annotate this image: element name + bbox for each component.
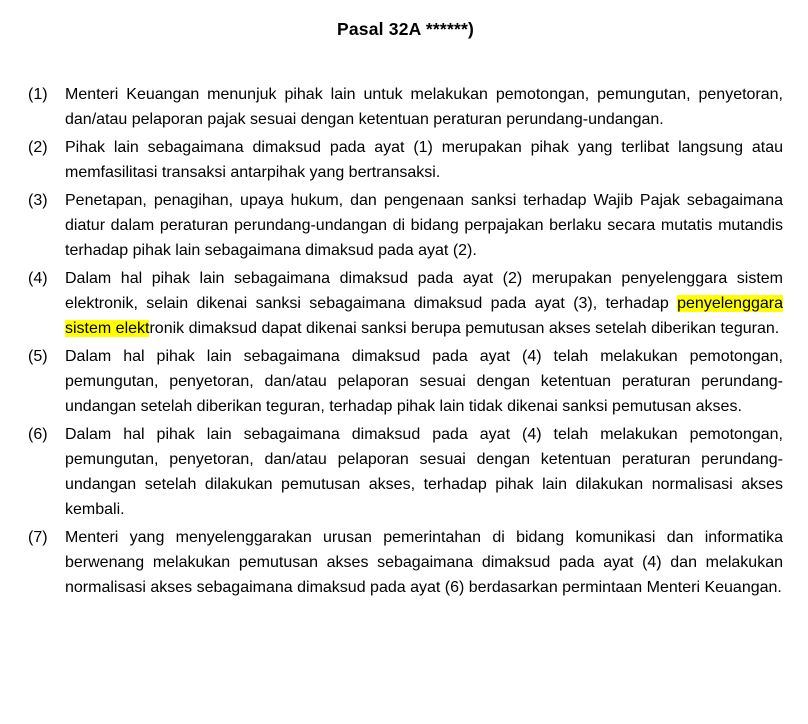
clause-text: Menteri Keuangan menunjuk pihak lain untuk melakukan pemotongan, pemungutan, penyetoran, dan/atau pelaporan pajak sesuai dengan ketentuan peraturan perundang-undangan. — [65, 86, 783, 128]
article-title: Pasal 32A ******) — [337, 19, 474, 39]
clause-item-3 — [28, 188, 783, 263]
clause-list — [28, 82, 783, 600]
clause-text: Pihak lain sebagaimana dimaksud pada ayat (1) merupakan pihak yang terlibat langsung atau memfasilitasi transaksi antarpihak yang bertransaksi. — [65, 139, 783, 181]
clause-item-4 — [28, 266, 783, 341]
clause-item-1 — [28, 82, 783, 132]
clause-text-after-highlight: ronik dimaksud dapat dikenai sanksi berupa pemutusan akses setelah diberikan teguran. — [149, 320, 780, 337]
clause-text: Menteri yang menyelenggarakan urusan pemerintahan di bidang komunikasi dan informatika berwenang melakukan pemutusan akses sebagaimana dimaksud pada ayat (4) dan melakukan normalisasi akses sebagaimana dimaksud pada ayat (6) berdasarkan permintaan Menteri Keuangan. — [65, 529, 783, 596]
clause-number: (4) — [28, 270, 48, 287]
clause-item-5 — [28, 344, 783, 419]
clause-number: (6) — [28, 426, 48, 443]
highlighted-text: penyelenggara sistem elekt — [65, 295, 783, 337]
clause-text — [65, 266, 783, 341]
clause-number: (7) — [28, 529, 48, 546]
clause-text-before-highlight: Dalam hal pihak lain sebagaimana dimaksud pada ayat (2) merupakan penyelenggara sistem elektronik, selain dikenai sanksi sebagaimana dimaksud pada ayat (3), terhadap — [65, 270, 783, 312]
clause-item-6 — [28, 422, 783, 522]
clause-number: (3) — [28, 192, 48, 209]
clause-text: Dalam hal pihak lain sebagaimana dimaksud pada ayat (4) telah melakukan pemotongan, pemungutan, penyetoran, dan/atau pelaporan sesuai dengan ketentuan peraturan perundang-undangan setelah diberikan teguran, terhadap pihak lain tidak dikenai sanksi pemutusan akses. — [65, 348, 783, 415]
clause-number: (1) — [28, 86, 48, 103]
clause-number: (2) — [28, 139, 48, 156]
clause-item-7 — [28, 525, 783, 600]
clause-number: (5) — [28, 348, 48, 365]
clause-text: Penetapan, penagihan, upaya hukum, dan pengenaan sanksi terhadap Wajib Pajak sebagaimana diatur dalam peraturan perundang-undangan di bidang perpajakan berlaku secara mutatis mutandis terhadap pihak lain sebagaimana dimaksud pada ayat (2). — [65, 192, 783, 259]
clause-item-2 — [28, 135, 783, 185]
clause-text: Dalam hal pihak lain sebagaimana dimaksud pada ayat (4) telah melakukan pemotongan, pemungutan, penyetoran, dan/atau pelaporan sesuai dengan ketentuan peraturan perundang-undangan setelah dilakukan pemutusan akses, terhadap pihak lain dilakukan normalisasi akses kembali. — [65, 426, 783, 518]
